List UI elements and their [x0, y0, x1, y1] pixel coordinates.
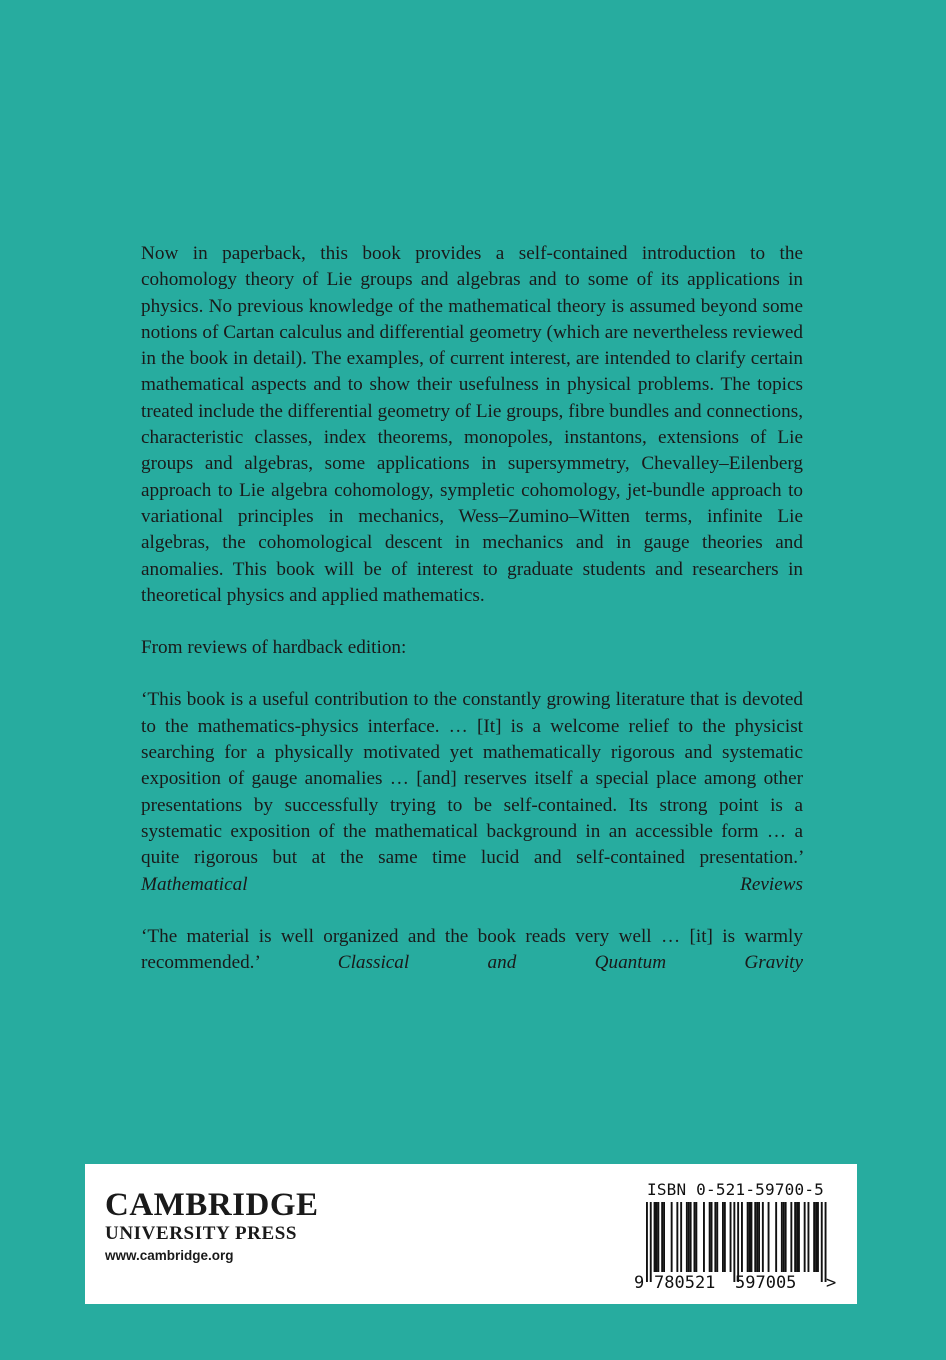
barcode-bar [796, 1202, 798, 1272]
barcode-bar [680, 1202, 682, 1272]
back-cover-text [141, 241, 803, 1002]
review-quote: ‘The material is well organized and the book reads very well … [it] is warmly recommended.’ [141, 925, 803, 974]
barcode [632, 1202, 842, 1292]
barcode-bar [695, 1202, 697, 1272]
barcode-bar [790, 1202, 792, 1272]
barcode-bar [775, 1202, 777, 1272]
publisher-logo [105, 1188, 319, 1265]
barcode-bar [798, 1202, 800, 1272]
barcode-guard-bar [650, 1202, 652, 1282]
barcode-bar [722, 1202, 724, 1272]
barcode-bar [730, 1202, 732, 1272]
book-description: Now in paperback, this book provides a self-contained introduction to the cohomology theory of Lie groups and algebras and to some of its applications in physics. No previous knowledge of the mathematical theory is assumed beyond some notions of Cartan calculus and differential geometry (which are nevertheless reviewed in the book in detail). The examples, of current interest, are intended to clarify certain mathematical aspects and to show their usefulness in physical problems. The topics treated include the differential geometry of Lie groups, fibre bundles and connections, characteristic classes, index theorems, monopoles, instantons, extensions of Lie groups and algebras, some applications in supersymmetry, Chevalley–Eilenberg approach to Lie algebra cohomology, sympletic cohomology, jet-bundle approach to variational principles in mechanics, Wess–Zumino–Witten terms, infinite Lie algebras, the cohomological descent in mechanics and in gauge theories and anomalies. This book will be of interest to graduate students and researchers in theoretical physics and applied mathematics. [141, 243, 803, 606]
barcode-bar [656, 1202, 658, 1272]
barcode-bar [813, 1202, 815, 1272]
barcode-bar [741, 1202, 743, 1272]
barcode-bar [686, 1202, 688, 1272]
barcode-bar [709, 1202, 711, 1272]
barcode-left-digits: 780521 [654, 1273, 716, 1292]
publisher-press: UNIVERSITY PRESS [105, 1223, 298, 1244]
barcode-end-mark: > [826, 1273, 837, 1292]
barcode-bar [747, 1202, 749, 1272]
review-source: Classical and Quantum Gravity [337, 952, 803, 974]
barcode-guard-bar [737, 1202, 739, 1282]
barcode-bar [794, 1202, 796, 1272]
barcode-bar [661, 1202, 663, 1272]
barcode-bar [657, 1202, 659, 1272]
barcode-guard-bar [733, 1202, 735, 1282]
barcode-bar [671, 1202, 673, 1272]
review [141, 924, 803, 977]
barcode-right-digits: 597005 [735, 1273, 797, 1292]
barcode-bar [762, 1202, 764, 1272]
publisher-name: CAMBRIDGE [105, 1187, 319, 1223]
review-text [141, 924, 803, 977]
barcode-bar [694, 1202, 696, 1272]
publisher-url: www.cambridge.org [105, 1248, 234, 1263]
barcode-guard-bar [646, 1202, 648, 1282]
barcode-bar [703, 1202, 705, 1272]
barcode-bars [646, 1202, 827, 1282]
barcode-bar [785, 1202, 787, 1272]
barcode-bar [804, 1202, 806, 1272]
review [141, 687, 803, 897]
publisher-footer [85, 1164, 857, 1304]
barcode-bar [783, 1202, 785, 1272]
review-quote: ‘This book is a useful contribution to the constantly growing literature that is devoted to the mathematics-physics interface. … [It] is a welcome relief to the physicist searching for a physically motivated yet mathematically rigorous and systematic exposition of gauge anomalies … [and] reserves itself a special place among other presentations by successfully trying to be self-contained. Its strong point is a systematic exposition of the mathematical background in an accessible form … a quite rigorous but at the same time lucid and self-contained presentation.’ [141, 689, 803, 869]
barcode-bar [754, 1202, 756, 1272]
isbn-label: ISBN 0-521-59700-5 [647, 1180, 824, 1199]
barcode-bar [817, 1202, 819, 1272]
barcode-bar [711, 1202, 713, 1272]
reviews-heading: From reviews of hardback edition: [141, 637, 407, 659]
barcode-bar [815, 1202, 817, 1272]
barcode-bar [781, 1202, 783, 1272]
barcode-bar [676, 1202, 678, 1272]
review-text [141, 687, 803, 897]
barcode-bar [756, 1202, 758, 1272]
barcode-bar [654, 1202, 656, 1272]
barcode-guard-bar [821, 1202, 823, 1282]
barcode-bar [768, 1202, 770, 1272]
barcode-bar [749, 1202, 751, 1272]
barcode-bar [688, 1202, 690, 1272]
barcode-first-digit: 9 [634, 1273, 645, 1292]
review-source: Mathematical Reviews [141, 873, 803, 895]
barcode-bar [663, 1202, 665, 1272]
barcode-bar [808, 1202, 810, 1272]
barcode-bar [714, 1202, 716, 1272]
barcode-bar [716, 1202, 718, 1272]
barcode-bar [751, 1202, 753, 1272]
barcode-bar [690, 1202, 692, 1272]
barcode-bar [758, 1202, 760, 1272]
barcode-guard-bar [825, 1202, 827, 1282]
barcode-bar [724, 1202, 726, 1272]
